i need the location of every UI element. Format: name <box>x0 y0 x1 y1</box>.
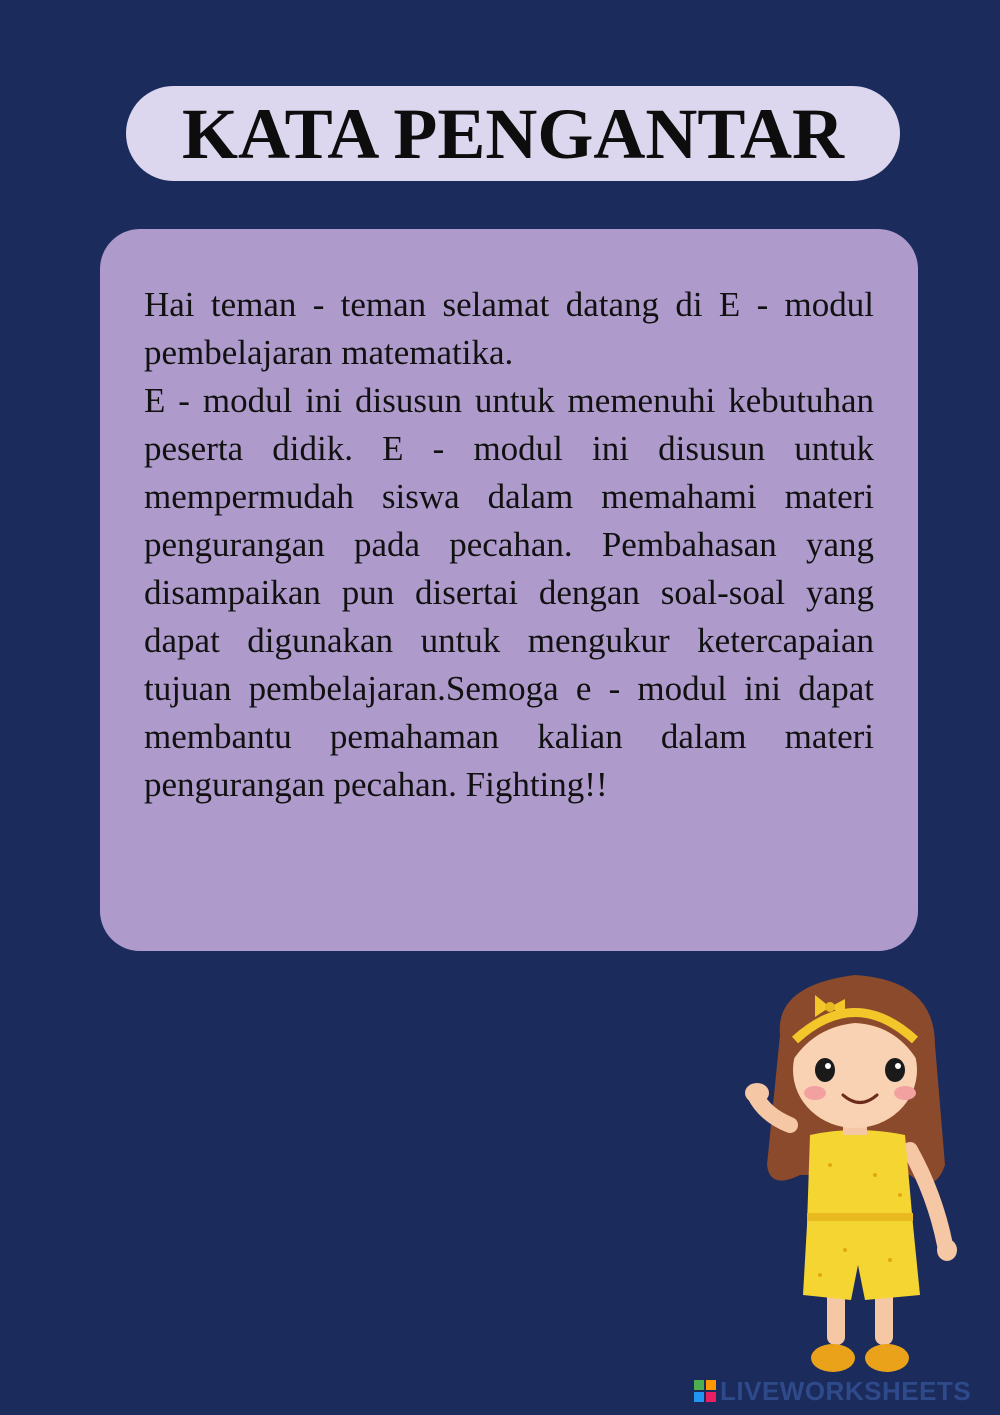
title-banner <box>126 86 900 181</box>
watermark-text: LIVEWORKSHEETS <box>720 1376 972 1406</box>
intro-text-card <box>100 229 918 951</box>
liveworksheets-logo-icon <box>694 1380 716 1402</box>
intro-paragraph-1: Hai teman - teman selamat datang di E - modul pembelajaran matematika. <box>144 285 874 372</box>
intro-text <box>144 281 874 809</box>
liveworksheets-watermark <box>694 1378 971 1404</box>
page-title: KATA PENGANTAR <box>181 93 845 174</box>
intro-paragraph-2: E - modul ini disusun untuk memenuhi kebutuhan peserta didik. E - modul ini disusun untuk mempermudah siswa dalam memahami materi pengurangan pada pecahan. Pembahasan yang disampaikan pun disertai dengan soal-soal yang dapat digunakan untuk mengukur ketercapaian tujuan pembelajaran.Semoga e - modul ini dapat membantu pemahaman kalian dalam materi pengurangan pecahan. Fighting!! <box>144 381 874 804</box>
girl-illustration <box>745 965 965 1385</box>
